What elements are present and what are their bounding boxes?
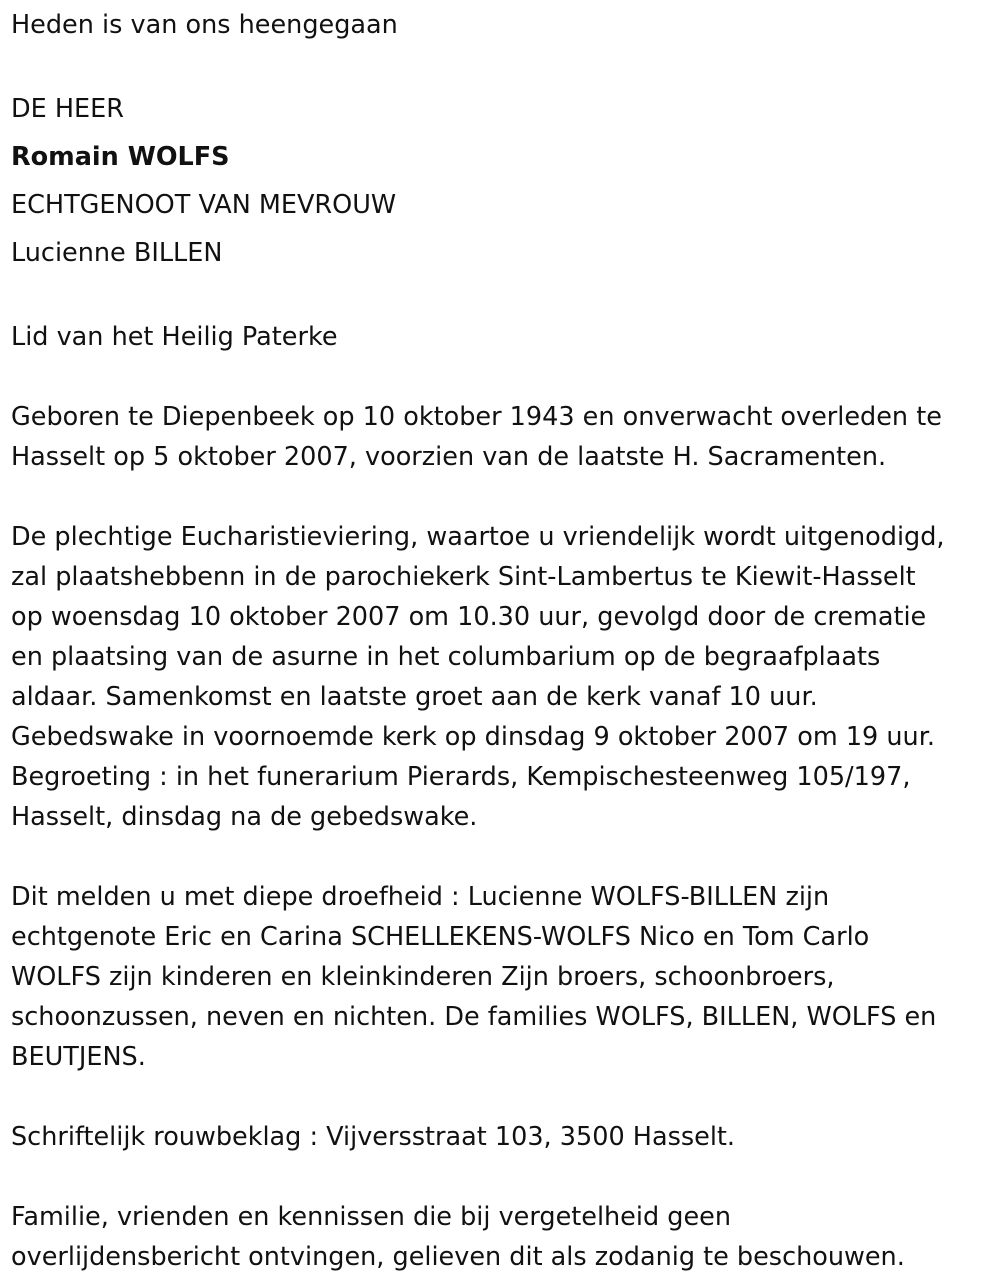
- membership-text: Lid van het Heilig Paterke: [11, 322, 338, 352]
- paragraph-line: echtgenote Eric en Carina SCHELLEKENS-WOLFS Nico en Tom Carlo: [11, 922, 870, 952]
- ceremony-paragraph: [11, 517, 996, 837]
- intro-text: Heden is van ons heengegaan: [11, 10, 398, 40]
- spouse-name: Lucienne BILLEN: [11, 238, 223, 268]
- obituary-document: [11, 5, 996, 1277]
- paragraph-line: BEUTJENS.: [11, 1042, 146, 1072]
- paragraph-line: overlijdensbericht ontvingen, gelieven dit als zodanig te beschouwen.: [11, 1242, 905, 1272]
- paragraph-line: De plechtige Eucharistieviering, waartoe u vriendelijk wordt uitgenodigd,: [11, 522, 945, 552]
- paragraph-line: Familie, vrienden en kennissen die bij vergetelheid geen: [11, 1202, 731, 1232]
- birth-death-paragraph: [11, 397, 996, 477]
- salutation: DE HEER: [11, 94, 124, 124]
- deceased-block: [11, 85, 996, 277]
- paragraph-line: en plaatsing van de asurne in het columbarium op de begraafplaats: [11, 642, 881, 672]
- paragraph-line: schoonzussen, neven en nichten. De families WOLFS, BILLEN, WOLFS en: [11, 1002, 937, 1032]
- announcement-paragraph: [11, 877, 996, 1077]
- paragraph-line: Dit melden u met diepe droefheid : Lucienne WOLFS-BILLEN zijn: [11, 882, 830, 912]
- closing-paragraph: [11, 1197, 996, 1277]
- paragraph-line: WOLFS zijn kinderen en kleinkinderen Zijn broers, schoonbroers,: [11, 962, 835, 992]
- paragraph-line: aldaar. Samenkomst en laatste groet aan de kerk vanaf 10 uur.: [11, 682, 818, 712]
- paragraph-line: Hasselt op 5 oktober 2007, voorzien van de laatste H. Sacramenten.: [11, 442, 887, 472]
- paragraph-line: Geboren te Diepenbeek op 10 oktober 1943 en onverwacht overleden te: [11, 402, 942, 432]
- paragraph-line: zal plaatshebbenn in de parochiekerk Sint-Lambertus te Kiewit-Hasselt: [11, 562, 916, 592]
- paragraph-line: Hasselt, dinsdag na de gebedswake.: [11, 802, 478, 832]
- paragraph-line: Begroeting : in het funerarium Pierards, Kempischesteenweg 105/197,: [11, 762, 911, 792]
- relation-text: ECHTGENOOT VAN MEVROUW: [11, 190, 397, 220]
- paragraph-line: op woensdag 10 oktober 2007 om 10.30 uur, gevolgd door de crematie: [11, 602, 927, 632]
- paragraph-line: Gebedswake in voornoemde kerk op dinsdag 9 oktober 2007 om 19 uur.: [11, 722, 935, 752]
- deceased-name: Romain WOLFS: [11, 142, 230, 172]
- condolences-address: Schriftelijk rouwbeklag : Vijversstraat 103, 3500 Hasselt.: [11, 1122, 736, 1152]
